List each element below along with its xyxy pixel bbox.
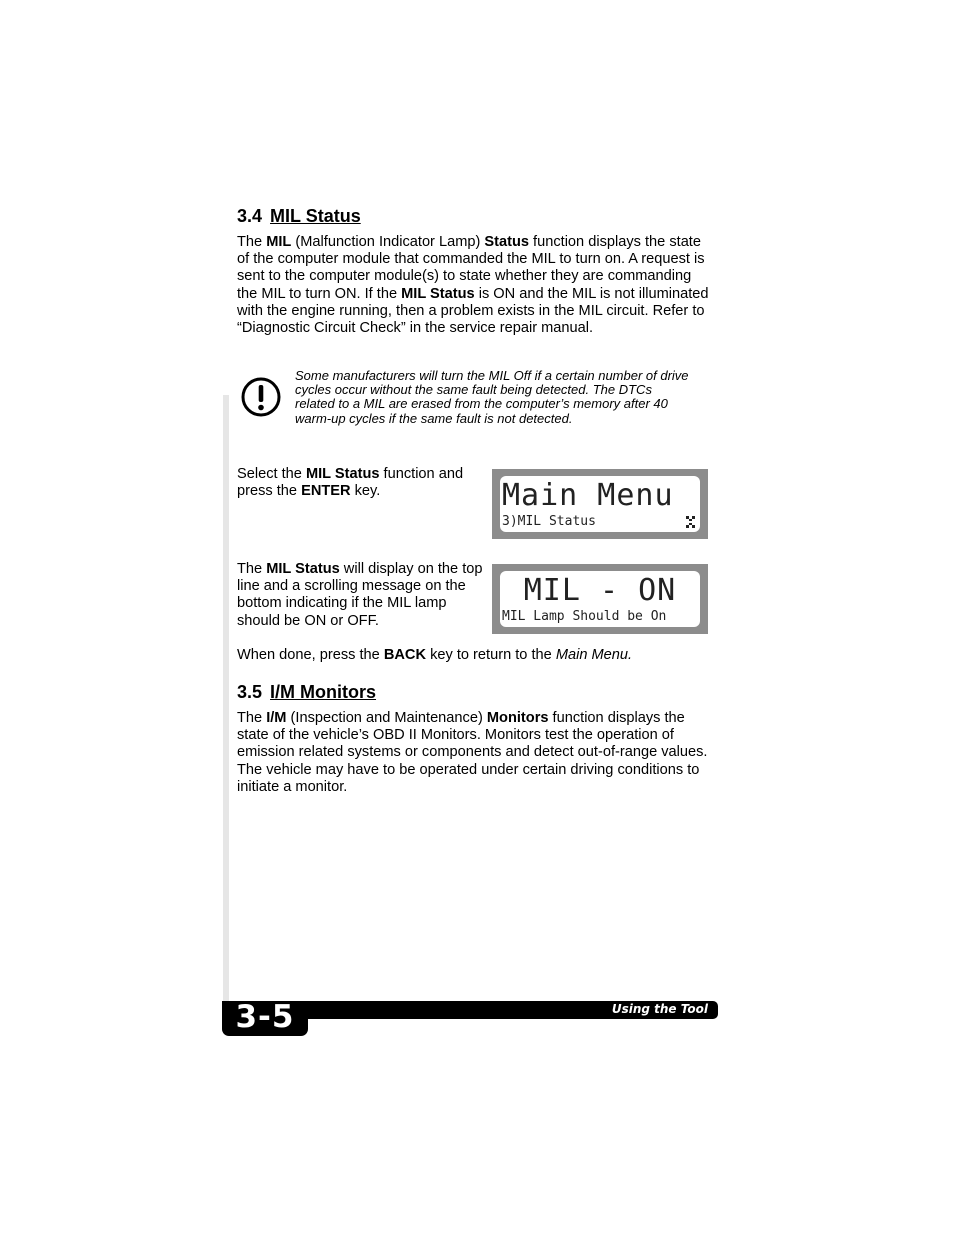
lcd-screen [500, 476, 700, 532]
mil-status-intro [237, 234, 709, 337]
scroll-arrows-icon [686, 515, 695, 527]
lcd-line-2: MIL Lamp Should be On [502, 609, 667, 624]
text-run: The [237, 234, 267, 250]
text-run: I/M [266, 710, 287, 726]
text-run: Monitors [486, 710, 549, 726]
text-run: MIL Status [401, 285, 475, 302]
lcd-line-1: MIL - ON [523, 573, 677, 608]
lcd-screen [500, 571, 700, 627]
text-run: MIL Status [305, 466, 380, 482]
sidebar-strip [223, 395, 229, 1010]
section-title: I/M Monitors [270, 682, 377, 702]
text-run: ENTER [301, 483, 351, 500]
text-run: Status [484, 234, 529, 250]
text-run: key to return to the [426, 647, 556, 663]
text-run: will display on the top line and a scrolling message on the bottom indicating if the MIL lamp should be ON or OFF. [237, 561, 483, 629]
step-select-mil-status [237, 466, 482, 500]
lcd-line-1: Main Menu [502, 478, 674, 513]
text-run: (Malfunction Indicator Lamp) [291, 234, 485, 250]
im-monitors-intro [237, 710, 709, 796]
text-run: BACK [383, 647, 427, 663]
text-run: (Inspection and Maintenance) [286, 710, 487, 726]
text-run: The [237, 710, 267, 726]
section-number: 3.4 [237, 206, 263, 226]
note-text: Some manufacturers will turn the MIL Off if a certain number of drive cycles occur without the same fault being detected. The DTCs related to a MIL are erased from the computer’s memory after 40 warm-up cycles if the same fault is not detected. [295, 368, 689, 426]
warning-icon [240, 376, 282, 418]
step-mil-status-display [237, 561, 483, 630]
page-number-tab [222, 1001, 308, 1036]
text-run: Select the [237, 466, 306, 482]
text-run: MIL [266, 234, 292, 250]
section-3-4-heading [237, 206, 361, 227]
lcd-line-2: 3)MIL Status [502, 514, 596, 529]
text-run: key. [350, 483, 381, 500]
step-done [237, 647, 709, 664]
text-run: Main Menu. [555, 647, 633, 663]
lcd-mil-on [492, 564, 708, 634]
text-run: function and press the [237, 466, 464, 500]
text-run: function displays the state of the vehicle’s OBD II Monitors. Monitors test the operation of emission related systems or components and detect out-of-range values. The vehicle may have to be operated under certain driving conditions to initiate a monitor. [237, 710, 708, 795]
text-run: MIL Status [266, 561, 340, 577]
section-title: MIL Status [270, 206, 361, 226]
text-run: function displays the state of the computer module that commanded the MIL to turn on. A request is sent to the computer module(s) to state whether they are commanding the MIL to turn ON. If the [237, 234, 705, 302]
footer-chapter-title: Using the Tool [611, 1002, 708, 1016]
page-number: 3-5 [235, 999, 295, 1035]
text-run: is ON and the MIL is not illuminated with the engine running, then a problem exists in the MIL circuit. Refer to “Diagnostic Circuit Check” in the service repair manual. [237, 285, 709, 337]
section-3-5-heading [237, 682, 376, 703]
section-number: 3.5 [237, 682, 263, 702]
text-run: The [237, 561, 267, 577]
lcd-main-menu [492, 469, 708, 539]
text-run: When done, press the [237, 647, 384, 663]
